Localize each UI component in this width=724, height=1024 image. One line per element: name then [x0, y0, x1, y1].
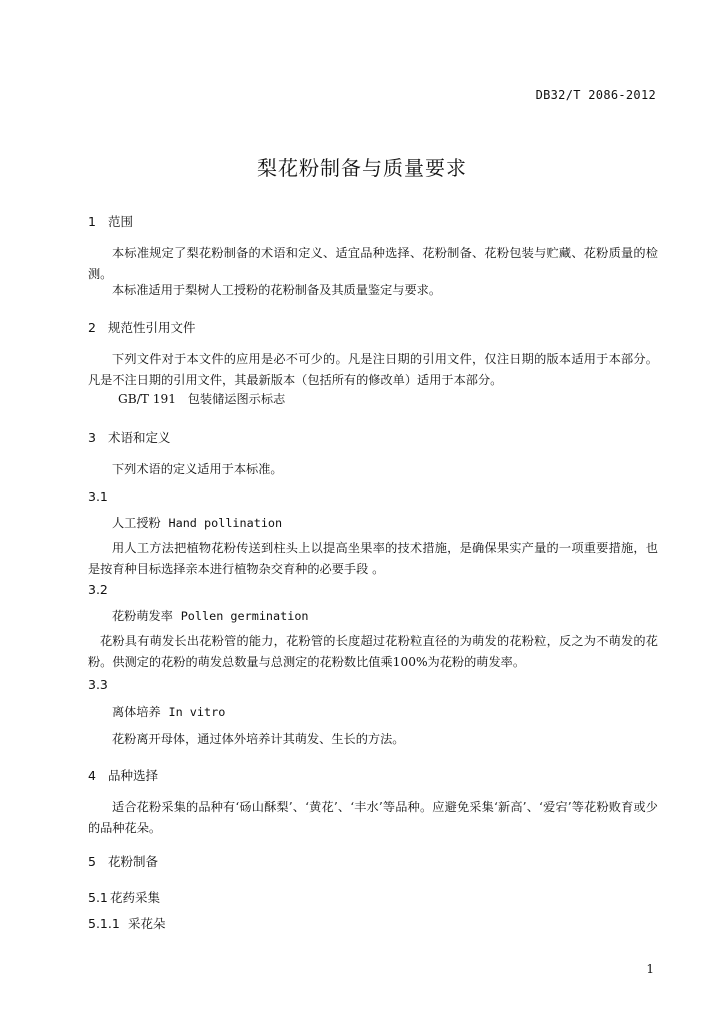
term-name: 人工授粉	[112, 516, 161, 530]
section-title: 采花朵	[128, 916, 166, 931]
section-number: 1	[88, 214, 96, 229]
term-3-3-number: 3.3	[88, 677, 108, 692]
document-code: DB32/T 2086-2012	[535, 88, 656, 102]
page-number: 1	[646, 962, 654, 976]
term-3-2	[112, 607, 309, 624]
document-title: 梨花粉制备与质量要求	[257, 156, 467, 180]
term-3-1	[112, 514, 282, 531]
section-number: 5	[88, 854, 96, 869]
term-english: Hand pollination	[168, 516, 283, 530]
term-english: Pollen germination	[180, 609, 309, 623]
reference-code: GB/T 191	[118, 392, 177, 406]
term-3-2-number: 3.2	[88, 582, 108, 597]
section-number: 5.1	[88, 890, 108, 905]
section-title: 花粉制备	[108, 854, 159, 869]
section-1-paragraph-1: 本标准规定了梨花粉制备的术语和定义、适宜品种选择、花粉制备、花粉包装与贮藏、花粉质量的检测。	[88, 246, 658, 281]
term-name: 花粉萌发率	[112, 609, 173, 623]
section-4-heading	[88, 766, 158, 784]
section-3-paragraph-1: 下列术语的定义适用于本标准。	[112, 462, 283, 476]
section-title: 规范性引用文件	[108, 320, 196, 335]
term-english: In vitro	[168, 705, 226, 719]
section-4-paragraph-1: 适合花粉采集的品种有‘砀山酥梨’、‘黄花’、‘丰水’等品种。应避免采集‘新高’、‘爱宕’等花粉败育或少的品种花朵。	[88, 800, 658, 835]
section-number: 3	[88, 430, 96, 445]
section-3-heading	[88, 428, 171, 446]
section-number: 2	[88, 320, 96, 335]
section-title: 术语和定义	[108, 430, 171, 445]
term-name: 离体培养	[112, 705, 161, 719]
section-number: 4	[88, 768, 96, 783]
normative-reference	[118, 390, 285, 407]
term-3-3	[112, 703, 225, 720]
reference-title: 包装储运图示标志	[187, 392, 286, 406]
section-2-heading	[88, 318, 196, 336]
section-5-1-1-heading	[88, 914, 166, 932]
term-3-1-definition: 用人工方法把植物花粉传送到柱头上以提高坐果率的技术措施，是确保果实产量的一项重要措施，也是按育种目标选择亲本进行植物杂交育种的必要手段 。	[88, 541, 658, 576]
section-1-heading	[88, 212, 133, 230]
term-3-3-definition: 花粉离开母体，通过体外培养计其萌发、生长的方法。	[112, 732, 405, 746]
section-5-heading	[88, 852, 158, 870]
section-1-paragraph-2: 本标准适用于梨树人工授粉的花粉制备及其质量鉴定与要求。	[112, 283, 442, 297]
section-5-1-heading	[88, 888, 160, 906]
section-title: 花药采集	[110, 890, 161, 905]
section-number: 5.1.1	[88, 916, 120, 931]
term-3-2-definition: 花粉具有萌发长出花粉管的能力，花粉管的长度超过花粉粒直径的为萌发的花粉粒，反之为不萌发的花粉。供测定的花粉的萌发总数量与总测定的花粉数比值乘100%为花粉的萌发率。	[88, 634, 658, 669]
section-2-paragraph-1: 下列文件对于本文件的应用是必不可少的。凡是注日期的引用文件，仅注日期的版本适用于本部分。凡是不注日期的引用文件，其最新版本（包括所有的修改单）适用于本部分。	[88, 352, 658, 387]
section-title: 品种选择	[108, 768, 159, 783]
term-3-1-number: 3.1	[88, 489, 108, 504]
section-title: 范围	[108, 214, 134, 229]
